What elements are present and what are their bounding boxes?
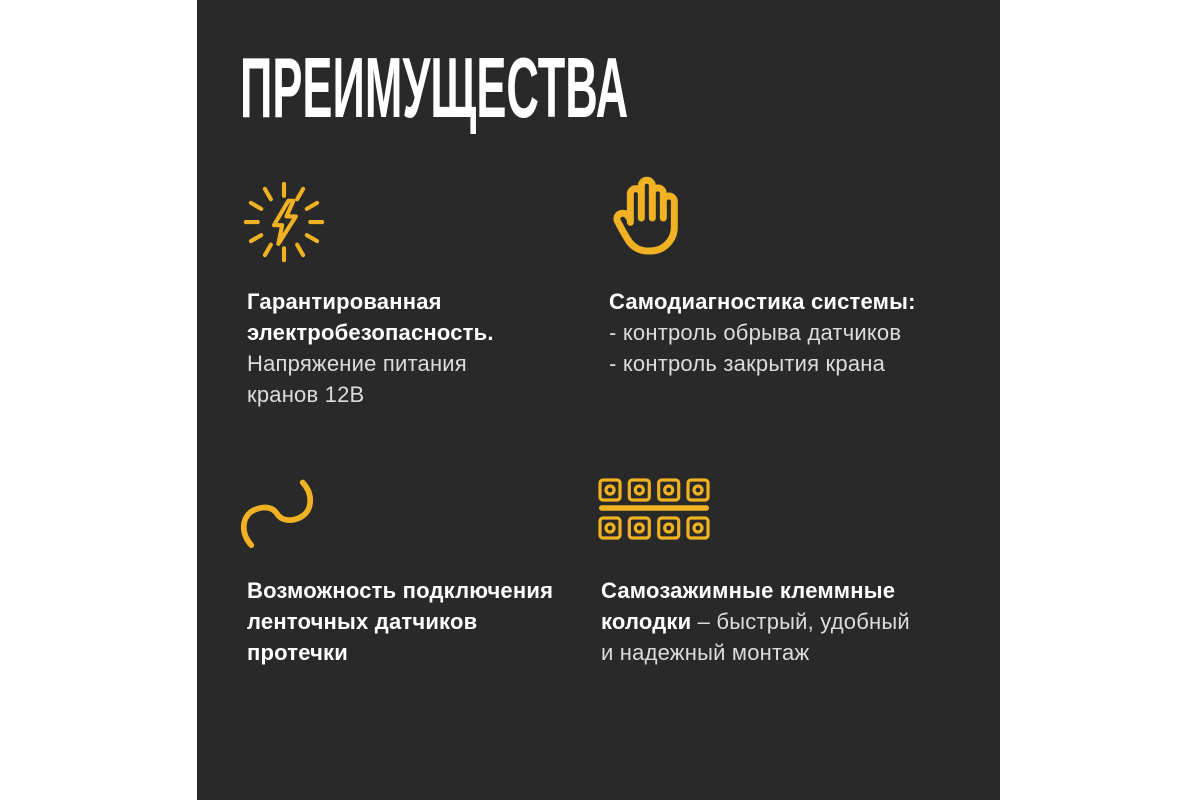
feature-text-bold: ленточных датчиков [247, 609, 478, 634]
feature-text-regular: и надежный монтаж [601, 640, 810, 665]
feature-block-terminal-blocks [601, 575, 910, 668]
stop-hand-icon [601, 174, 689, 262]
feature-text-regular: - контроль обрыва датчиков [609, 320, 902, 345]
feature-line [609, 348, 916, 379]
feature-text-regular: – быстрый, удобный [691, 609, 910, 634]
feature-text-bold: Самозажимные клеммные [601, 578, 896, 603]
terminal-blocks-icon [596, 476, 712, 542]
feature-block-leak-sensors [247, 575, 553, 668]
leak-sensor-cable-icon [239, 472, 315, 548]
feature-text-bold: электробезопасность. [247, 320, 494, 345]
feature-line [601, 575, 910, 606]
feature-text-bold: протечки [247, 640, 348, 665]
feature-line [609, 286, 916, 317]
feature-line [601, 606, 910, 637]
spark-lightning-icon [239, 177, 329, 267]
feature-line [247, 286, 494, 317]
feature-text-bold: Возможность подключения [247, 578, 554, 603]
feature-line [609, 317, 916, 348]
feature-line [247, 348, 494, 379]
feature-block-self-diagnostics [609, 286, 916, 379]
feature-line [247, 317, 494, 348]
feature-text-bold: колодки [601, 609, 692, 634]
feature-text-regular: Напряжение питания [247, 351, 467, 376]
feature-line [247, 575, 553, 606]
feature-line [247, 379, 494, 410]
feature-text-bold: Самодиагностика системы: [609, 289, 916, 314]
feature-line [601, 637, 910, 668]
feature-block-electrical-safety [247, 286, 494, 410]
advantages-card [197, 0, 1000, 800]
feature-text-bold: Гарантированная [247, 289, 442, 314]
feature-text-regular: - контроль закрытия крана [609, 351, 886, 376]
page-title: ПРЕИМУЩЕСТВА [240, 41, 629, 136]
feature-text-regular: кранов 12В [247, 382, 365, 407]
feature-line [247, 606, 553, 637]
feature-line [247, 637, 553, 668]
